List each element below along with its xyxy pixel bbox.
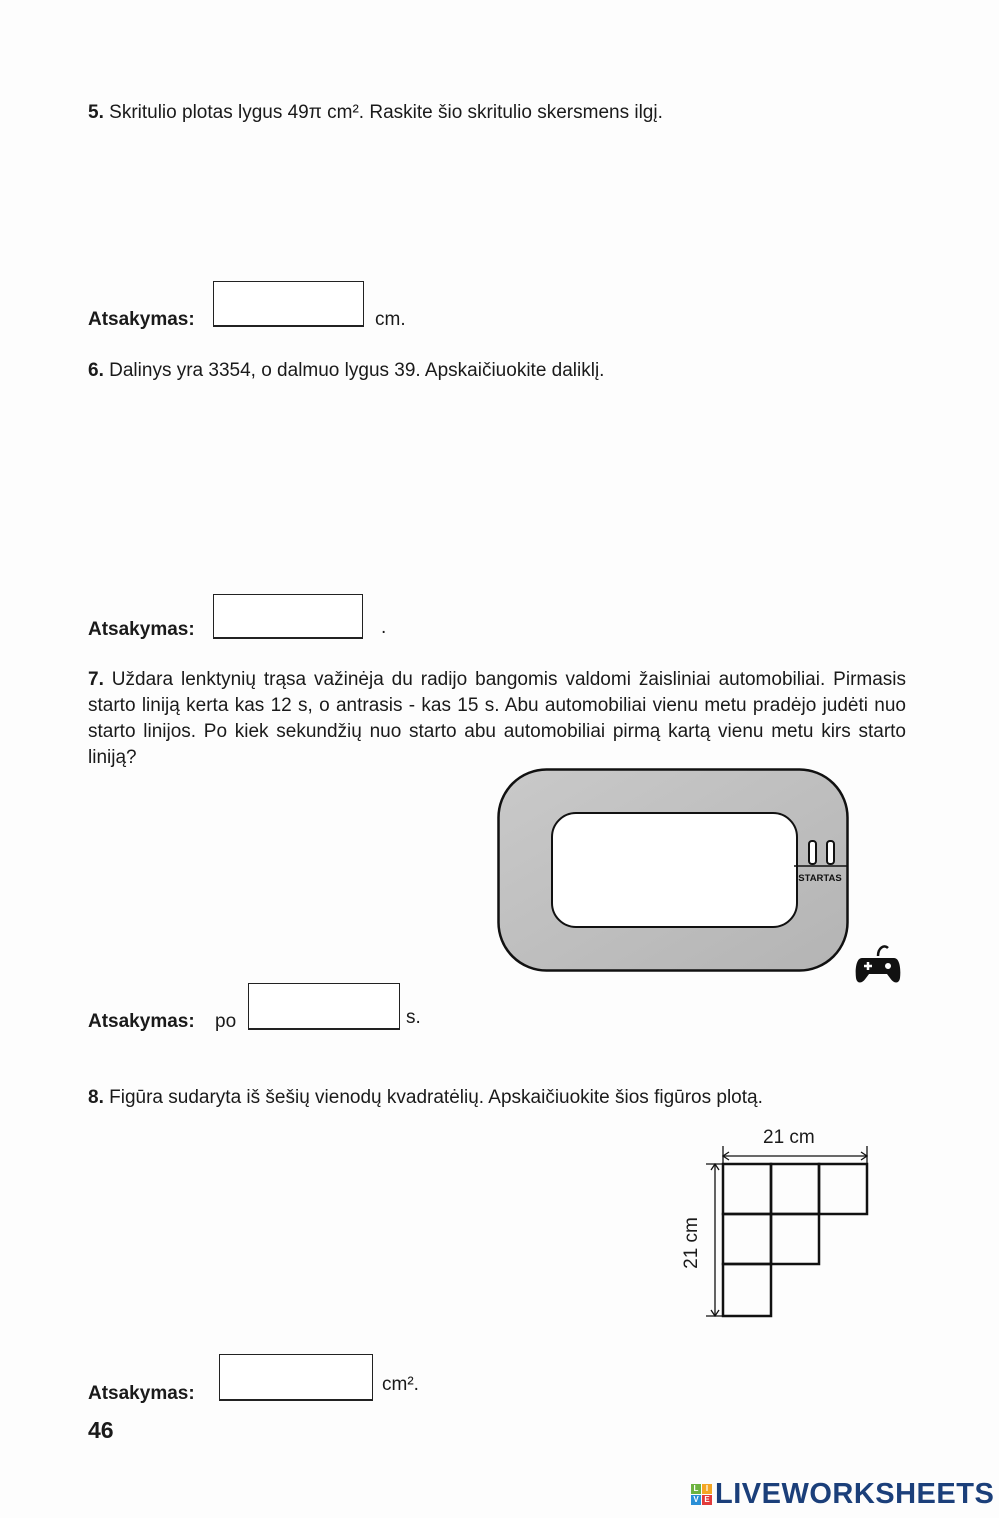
unit-label: . [381,617,387,638]
unit-label: s. [406,1007,421,1028]
answer-input-q8[interactable] [219,1354,373,1401]
question-number: 6. [88,360,104,381]
answer-label: Atsakymas: [88,1383,195,1404]
question-text: Uždara lenktynių trąsa važinėja du radijo bangomis valdomi žaisliniai automobiliai. Pirmasis starto liniją kerta kas 12 s, o antrasis - kas 15 s. Abu automobiliai vienu metu pradėjo judėti nuo starto linijos. Po kiek sekundžių nuo starto abu automobiliai pirmą kartą vienu metu kirs starto liniją? [88,669,907,768]
question-text: Skritulio plotas lygus 49π cm². Raskite šio skritulio skersmens ilgį. [109,102,663,123]
answer-prefix: po [215,1011,237,1032]
question-text: Dalinys yra 3354, o dalmuo lygus 39. Apskaičiuokite daliklį. [109,360,605,381]
answer-input-q6[interactable] [213,594,363,639]
answer-label: Atsakymas: [88,619,195,640]
answer-label: Atsakymas: [88,309,195,330]
logo-icon: L I V E [691,1484,712,1505]
question-number: 5. [88,102,104,123]
liveworksheets-logo [691,1478,994,1511]
question-text: Figūra sudaryta iš šešių vienodų kvadratėlių. Apskaičiuokite šios figūros plotą. [109,1087,763,1108]
question-5 [88,100,906,125]
answer-input-q7[interactable] [248,983,400,1030]
logo-text: LIVEWORKSHEETS [715,1478,995,1510]
answer-label: Atsakymas: [88,1011,195,1032]
squares-figure [680,1124,880,1324]
question-7 [88,667,906,771]
question-6 [88,358,906,383]
answer-input-q5[interactable] [213,281,364,327]
question-number: 8. [88,1087,104,1108]
height-label: 21 cm [680,1217,702,1269]
question-8 [88,1085,906,1110]
start-label: STARTAS [798,873,842,884]
race-track-illustration [497,768,849,972]
unit-label: cm. [375,309,406,330]
unit-label: cm². [382,1374,419,1395]
width-label: 21 cm [763,1127,815,1148]
gamepad-icon [854,942,902,992]
page-number: 46 [88,1417,114,1443]
question-number: 7. [88,669,104,690]
